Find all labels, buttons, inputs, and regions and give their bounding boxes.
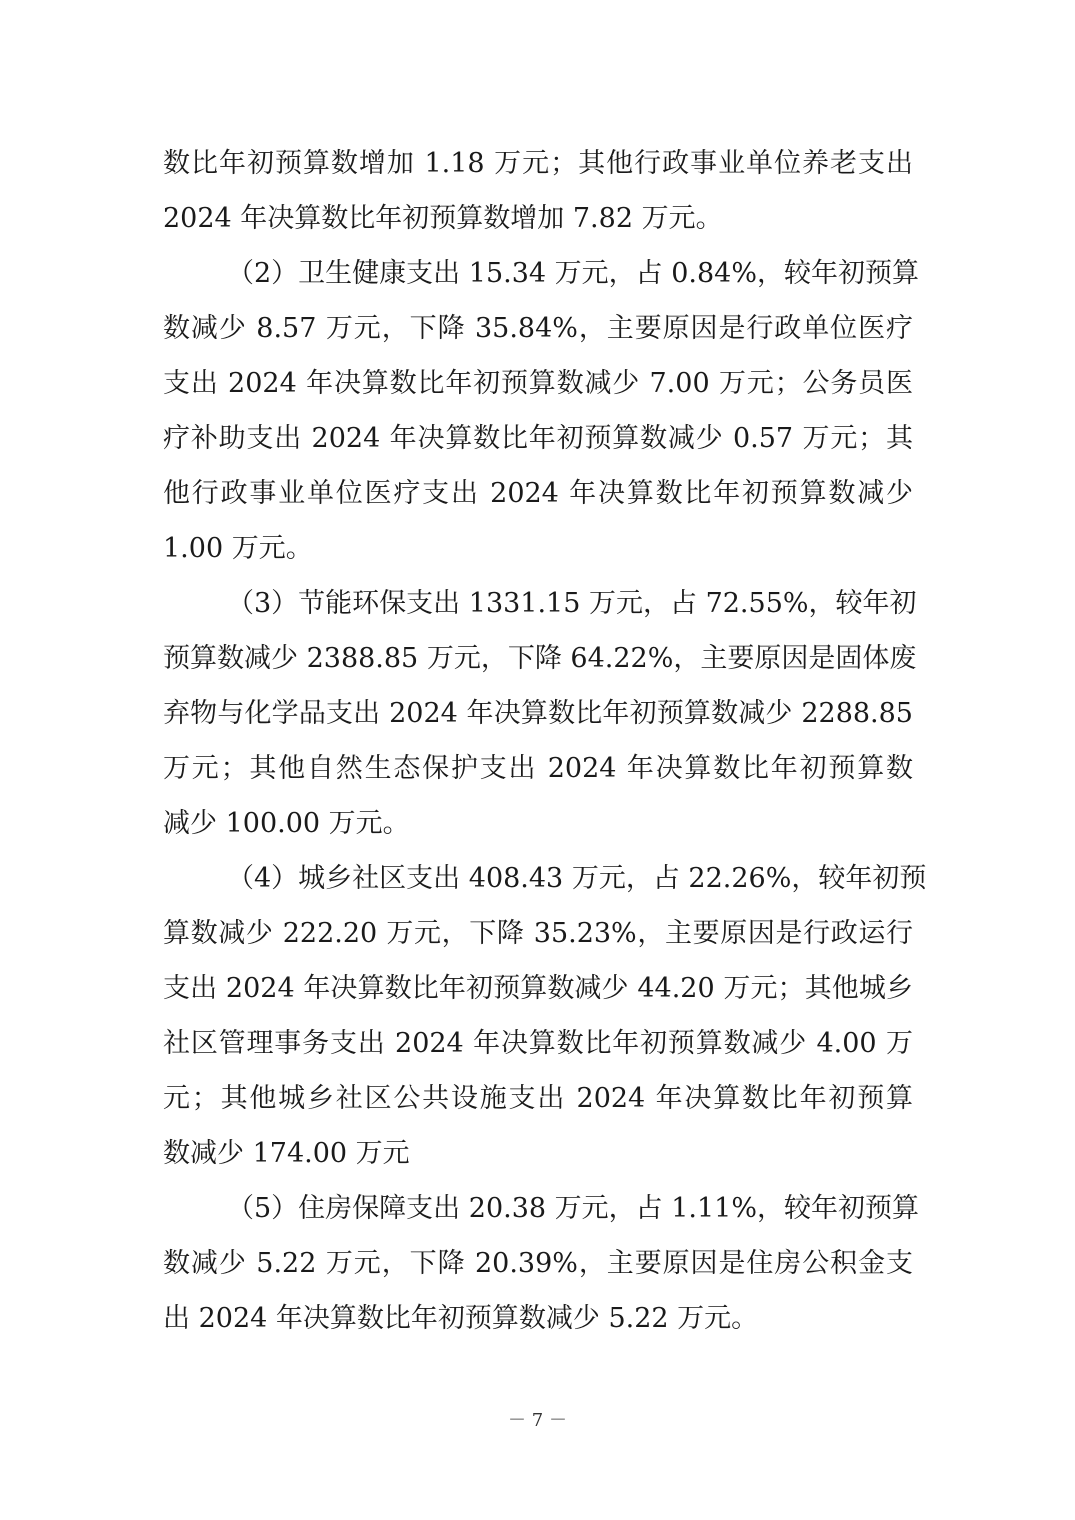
text-line: 数减少 174.00 万元 [163,1138,410,1169]
page-number: － 7 － [508,1410,567,1431]
text-line: 减少 100.00 万元。 [163,808,410,839]
text-line: 数比年初预算数增加 1.18 万元；其他行政事业单位养老支出 [163,148,913,179]
paragraph-4-first-line: （4）城乡社区支出 408.43 万元，占 22.26%，较年初预 [227,863,927,894]
text-line: 数减少 8.57 万元，下降 35.84%，主要原因是行政单位医疗 [163,313,913,344]
text-line: 社区管理事务支出 2024 年决算数比年初预算数减少 4.00 万 [163,1028,913,1059]
text-line: 预算数减少 2388.85 万元，下降 64.22%，主要原因是固体废 [163,643,917,674]
text-line: 支出 2024 年决算数比年初预算数减少 44.20 万元；其他城乡 [163,973,913,1004]
text-line: 数减少 5.22 万元，下降 20.39%，主要原因是住房公积金支 [163,1248,913,1279]
text-line: 算数减少 222.20 万元，下降 35.23%，主要原因是行政运行 [163,918,913,949]
text-line: 出 2024 年决算数比年初预算数减少 5.22 万元。 [163,1303,759,1334]
text-line: 支出 2024 年决算数比年初预算数减少 7.00 万元；公务员医 [163,368,913,399]
text-line: 1.00 万元。 [163,533,313,564]
paragraph-5-first-line: （5）住房保障支出 20.38 万元，占 1.11%，较年初预算 [227,1193,919,1224]
text-line: 疗补助支出 2024 年决算数比年初预算数减少 0.57 万元；其 [163,423,913,454]
text-line: 他行政事业单位医疗支出 2024 年决算数比年初预算数减少 [163,478,913,509]
text-line: 万元；其他自然生态保护支出 2024 年决算数比年初预算数 [163,753,913,784]
paragraph-3-first-line: （3）节能环保支出 1331.15 万元，占 72.55%，较年初 [227,588,917,619]
text-line: 弃物与化学品支出 2024 年决算数比年初预算数减少 2288.85 [163,698,913,729]
paragraph-2-first-line: （2）卫生健康支出 15.34 万元，占 0.84%，较年初预算 [227,258,919,289]
text-line: 元；其他城乡社区公共设施支出 2024 年决算数比年初预算 [163,1083,913,1114]
text-line: 2024 年决算数比年初预算数增加 7.82 万元。 [163,203,723,234]
